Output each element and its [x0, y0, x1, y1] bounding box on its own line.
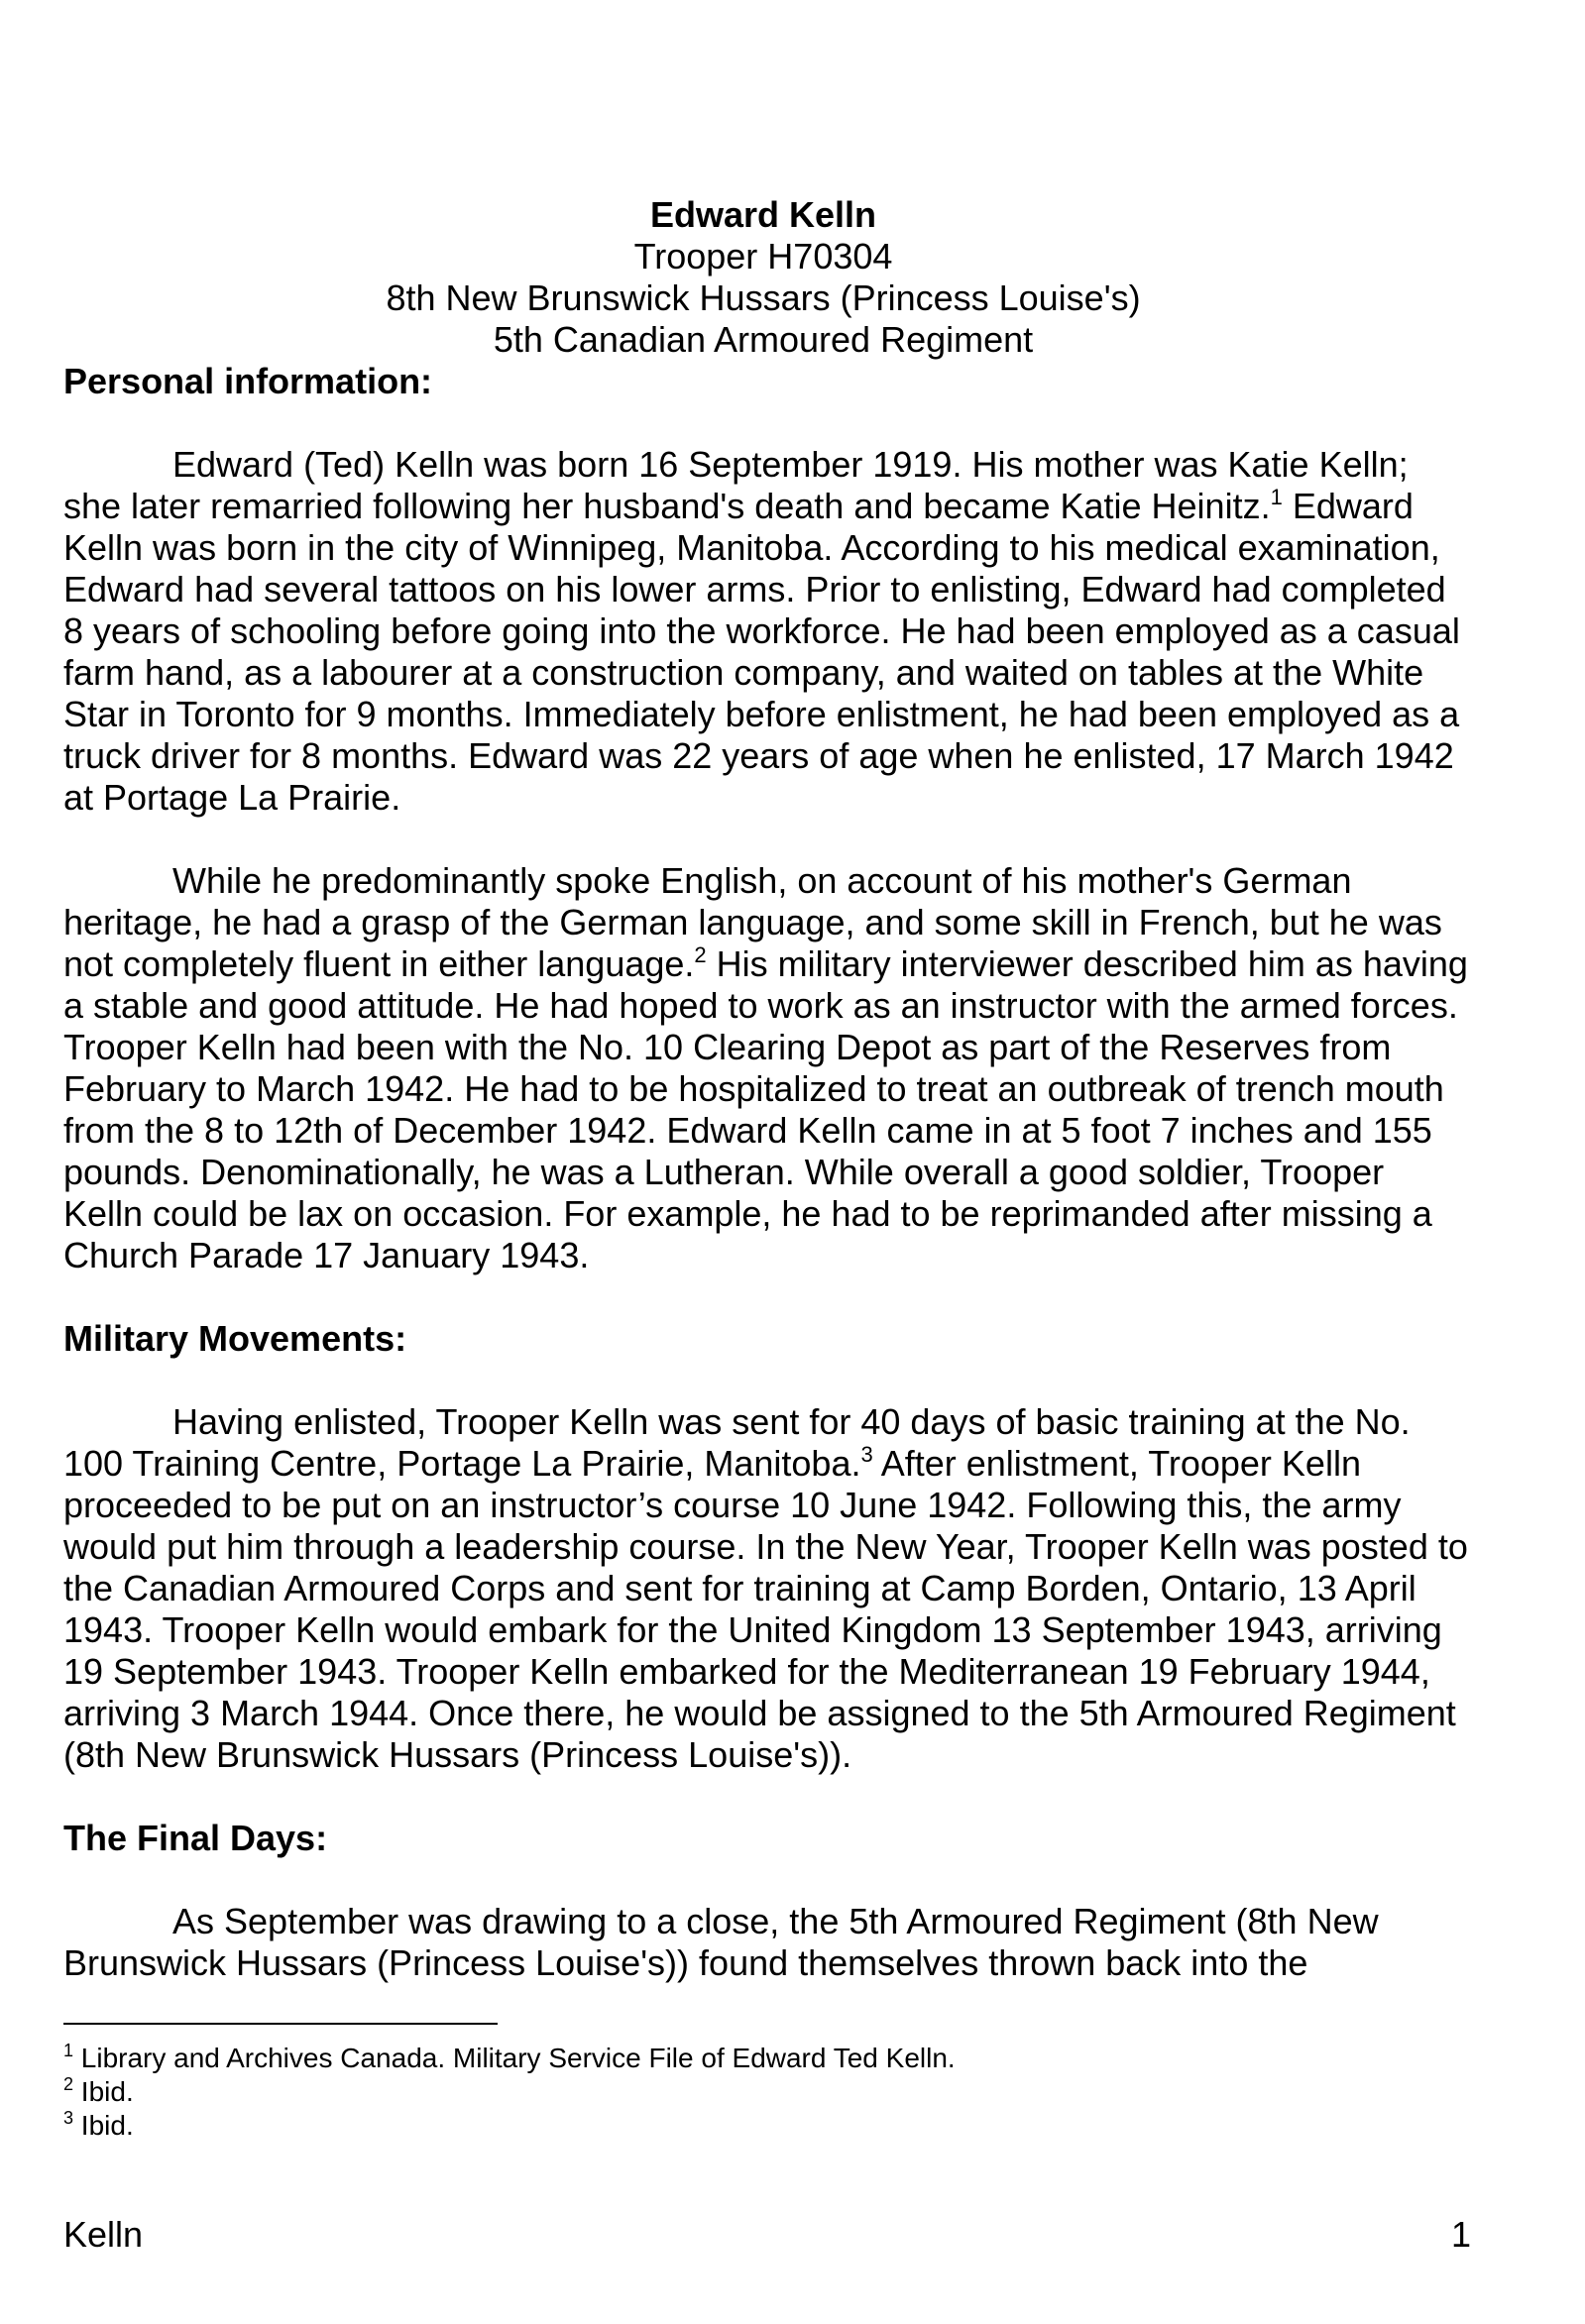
footnote-ref-1: 1 [1270, 485, 1283, 509]
paragraph-final-1: As September was drawing to a close, the 5th Armoured Regiment (8th New Brunswick Hussars (Princess Louise's)) found themselves thrown back into the [63, 1901, 1379, 1983]
paragraph-personal-2-text-a: While he predominantly spoke English, on account of his mother's German heritage, he had a grasp of the German language, and some skill in French, but he was not completely fluent in either language. [63, 860, 1442, 984]
footnote-item [63, 2109, 956, 2143]
soldier-rank: Trooper H70304 [633, 236, 893, 277]
paragraph-personal-2-text-b: His military interviewer described him as having a stable and good attitude. He had hoped to work as an instructor with the armed forces. Trooper Kelln had been with the No. 10 Clearing Depot as part of the Reserves from February to March 1942. He had to be hospitalized to treat an outbreak of trench mouth from the 8 to 12th of December 1942. Edward Kelln came in at 5 foot 7 inches and 155 pounds. Denominationally, he was a Lutheran. While overall a good soldier, Trooper Kelln could be lax on occasion. For example, he had to be reprimanded after missing a Church Parade 17 January 1943. [63, 943, 1468, 1275]
footnote-number: 3 [63, 2108, 74, 2128]
paragraph-personal-1 [63, 444, 1471, 819]
heading-final-days: The Final Days: [63, 1818, 328, 1858]
soldier-name: Edward Kelln [649, 194, 877, 235]
paragraph-military-1 [63, 1401, 1471, 1776]
paragraph-personal-2 [63, 860, 1471, 1276]
paragraph-personal-1-text-b: Edward Kelln was born in the city of Winnipeg, Manitoba. According to his medical examination, Edward had several tattoos on his lower arms. Prior to enlisting, Edward had completed 8 years of schooling before going into the workforce. He had been employed as a casual farm hand, as a labourer at a construction company, and waited on tables at the White Star in Toronto for 9 months. Immediately before enlistment, he had been employed as a truck driver for 8 months. Edward was 22 years of age when he enlisted, 17 March 1942 at Portage La Prairie. [63, 486, 1460, 818]
footnote-number: 1 [63, 2041, 74, 2060]
footnotes [63, 2042, 956, 2143]
footnote-ref-2: 2 [694, 942, 707, 967]
heading-military-movements: Military Movements: [63, 1318, 407, 1359]
footnote-item [63, 2075, 956, 2109]
footnote-item [63, 2042, 956, 2075]
soldier-regiment: 5th Canadian Armoured Regiment [493, 319, 1034, 360]
footnote-number: 2 [63, 2074, 74, 2094]
title-block [63, 194, 1463, 361]
footnote-text: Ibid. [80, 2110, 134, 2141]
paragraph-military-1-text-a: Having enlisted, Trooper Kelln was sent for 40 days of basic training at the No. 100 Training Centre, Portage La Prairie, Manitoba. [63, 1401, 1411, 1484]
footnote-ref-3: 3 [860, 1442, 873, 1467]
paragraph-personal-1-text-a: Edward (Ted) Kelln was born 16 September 1919. His mother was Katie Kelln; she later remarried following her husband's death and became Katie Heinitz. [63, 444, 1409, 526]
heading-personal-information: Personal information: [63, 361, 433, 401]
footnote-text: Library and Archives Canada. Military Service File of Edward Ted Kelln. [80, 2043, 956, 2073]
paragraph-military-1-text-b: After enlistment, Trooper Kelln proceeded to be put on an instructor’s course 10 June 1942. Following this, the army would put him through a leadership course. In the New Year, Trooper Kelln was posted to the Canadian Armoured Corps and sent for training at Camp Borden, Ontario, 13 April 1943. Trooper Kelln would embark for the United Kingdom 13 September 1943, arriving 19 September 1943. Trooper Kelln embarked for the Mediterranean 19 February 1944, arriving 3 March 1944. Once there, he would be assigned to the 5th Armoured Regiment (8th New Brunswick Hussars (Princess Louise's)). [63, 1443, 1468, 1775]
footer-author: Kelln [63, 2214, 144, 2255]
footnote-separator [63, 2023, 498, 2025]
footnote-text: Ibid. [80, 2076, 134, 2107]
page-number: 1 [1450, 2214, 1471, 2255]
soldier-unit: 8th New Brunswick Hussars (Princess Louise's) [386, 277, 1141, 318]
